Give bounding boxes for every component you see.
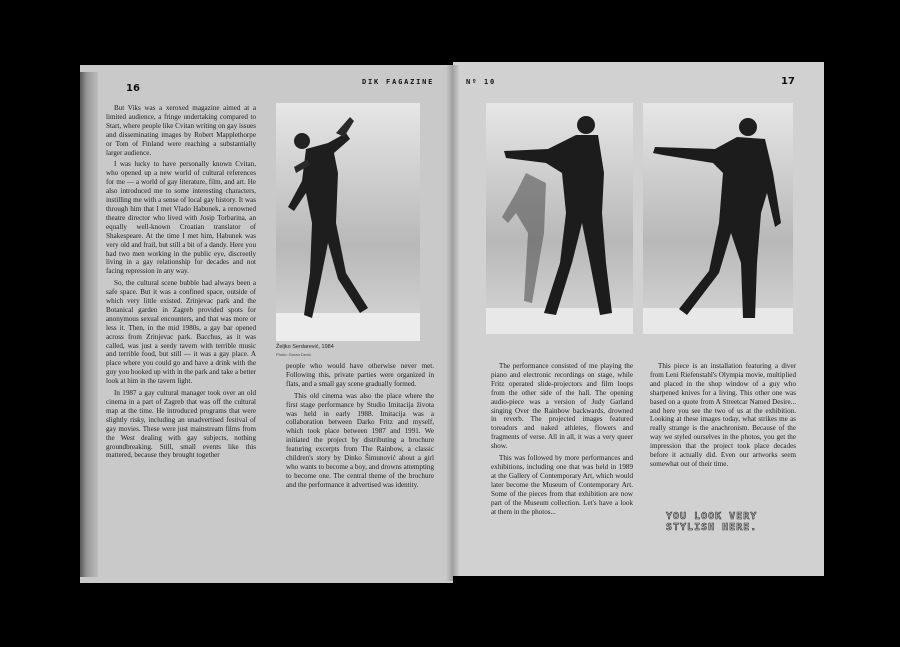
paragraph: But Viks was a xeroxed magazine aimed at a limited audience, a fringe undertaking compared to Start, where people like Cvitan writing on gay issues and disseminating images by Robert Mapplethorpe or Tom of Finland were reaching a substantially larger audience. — [106, 104, 256, 157]
pull-quote-line-2: STYLISH HERE. — [666, 522, 758, 533]
right-page-number: 17 — [781, 76, 795, 87]
left-column-1 — [106, 104, 256, 544]
issue-number: Nº 10 — [466, 78, 497, 86]
photo-credit: Photo: Goran Dević — [276, 352, 311, 357]
paragraph: This was followed by more performances and exhibitions, including one that was held in 1989 at the Gallery of Contemporary Art, which would later become the Museum of Contemporary Art. Some of the pieces from that exhibition are now part of the Museum collection. Let's have a look at them in the photos... — [491, 454, 633, 516]
left-column-2 — [286, 362, 434, 542]
paragraph: This piece is an installation featuring a diver from Leni Riefenstahl's Olympia movie, multiplied and placed in the shop window of a guy who sharpened knives for a living. This other one was based on a quote from A Streetcar Named Desire... and here you see the two of us at the exhibition. Looking at these images today, what strikes me as really strange is the anachronism. Because of the way we styled ourselves in the photos, you get the impression that the project took place decades before it actually did. Even our artworks seem somewhat out of their time. — [650, 362, 796, 468]
performer-figure-icon — [486, 103, 633, 334]
paragraph: This old cinema was also the place where the first stage performance by Studio Imitacija života was held in early 1988. Imitacija was a collaboration between Darko Fritz and myself, which took place between 1987 and 1991. We initiated the project by distributing a brochure featuring excerpts from The Rainbow, a classic children's story by Dinko Šimunović about a girl who wants to become a boy, and drowns attempting to become one. The central theme of the brochure and the performance it advertised was identity. — [286, 391, 434, 489]
paragraph: The performance consisted of me playing the piano and electronic recordings on stage, while Fritz operated slide-projectors and film loops from the other side of the hall. The opening audio-piece was a version of Judy Garland singing Over the Rainbow backwards, drowned in reverb. The projected images featured toreadors and naked athletes, flowers and fragments of verse. All in all, it was a very queer show. — [491, 362, 633, 451]
paragraph: In 1987 a gay cultural manager took over an old cinema in a part of Zagreb that was off the cultural map at the time. He introduced programs that were slightly risky, including an unadvertised festival of gay movies. These were just mainstream films from the West dealing with gay subjects, nothing groundbreaking. Still, small events like this mattered, because they brought together — [106, 389, 256, 460]
pull-quote-line-1: YOU LOOK VERY — [666, 511, 758, 522]
page-edge-stack — [80, 72, 98, 577]
performer-figure-icon — [643, 103, 793, 334]
paragraph: people who would have otherwise never met. Following this, private parties were organized in flats, and a small gay scene gradually formed. — [286, 362, 434, 388]
performer-photo-double-exposure — [486, 103, 633, 334]
performer-photo-left — [276, 103, 420, 341]
paragraph: So, the cultural scene bubble had always been a safe space. But it was a confined space, outside of which very little existed. Zrinjevac park and the Botanical garden in Zagreb provided spots for anonymous sexual encounters, and that was more or less it. Then, in the mid 1980s, a gay bar opened across from Zrinjevac park. Bacchus, as it was called, was just a seedy tavern with terrible music and terrible food, but still — it was a gay place. A place where you could go and have a drink with the guy you hooked up with in the park and take a better look at him in the tavern light. — [106, 279, 256, 386]
magazine-title: DIK FAGAZINE — [362, 78, 435, 86]
photo-caption: Željko Serdarević, 1984 — [276, 344, 334, 350]
performer-photo-right — [643, 103, 793, 334]
right-column-2 — [650, 362, 796, 502]
paragraph: I was lucky to have personally known Cvitan, who opened up a new world of cultural references for me — a world of gay literature, film, and art. He also introduced me to some interesting characters, instilling me with a sense of local gay history. It was through him that I met Vlado Habunek, a renowned theatre director who lived with Josip Torbarina, an equally well-known Croatian translator of Shakespeare. At the time I met him, Habunek was very old and frail, but still a bit of a dandy. Here you had two men working in the public eye, discreetly living in a gay relationship for decades and not facing repression in any way. — [106, 160, 256, 276]
right-column-1 — [491, 362, 633, 542]
left-page-number: 16 — [126, 83, 140, 94]
spine-gutter — [446, 65, 460, 581]
pull-quote — [666, 511, 757, 533]
performer-figure-icon — [276, 103, 420, 341]
